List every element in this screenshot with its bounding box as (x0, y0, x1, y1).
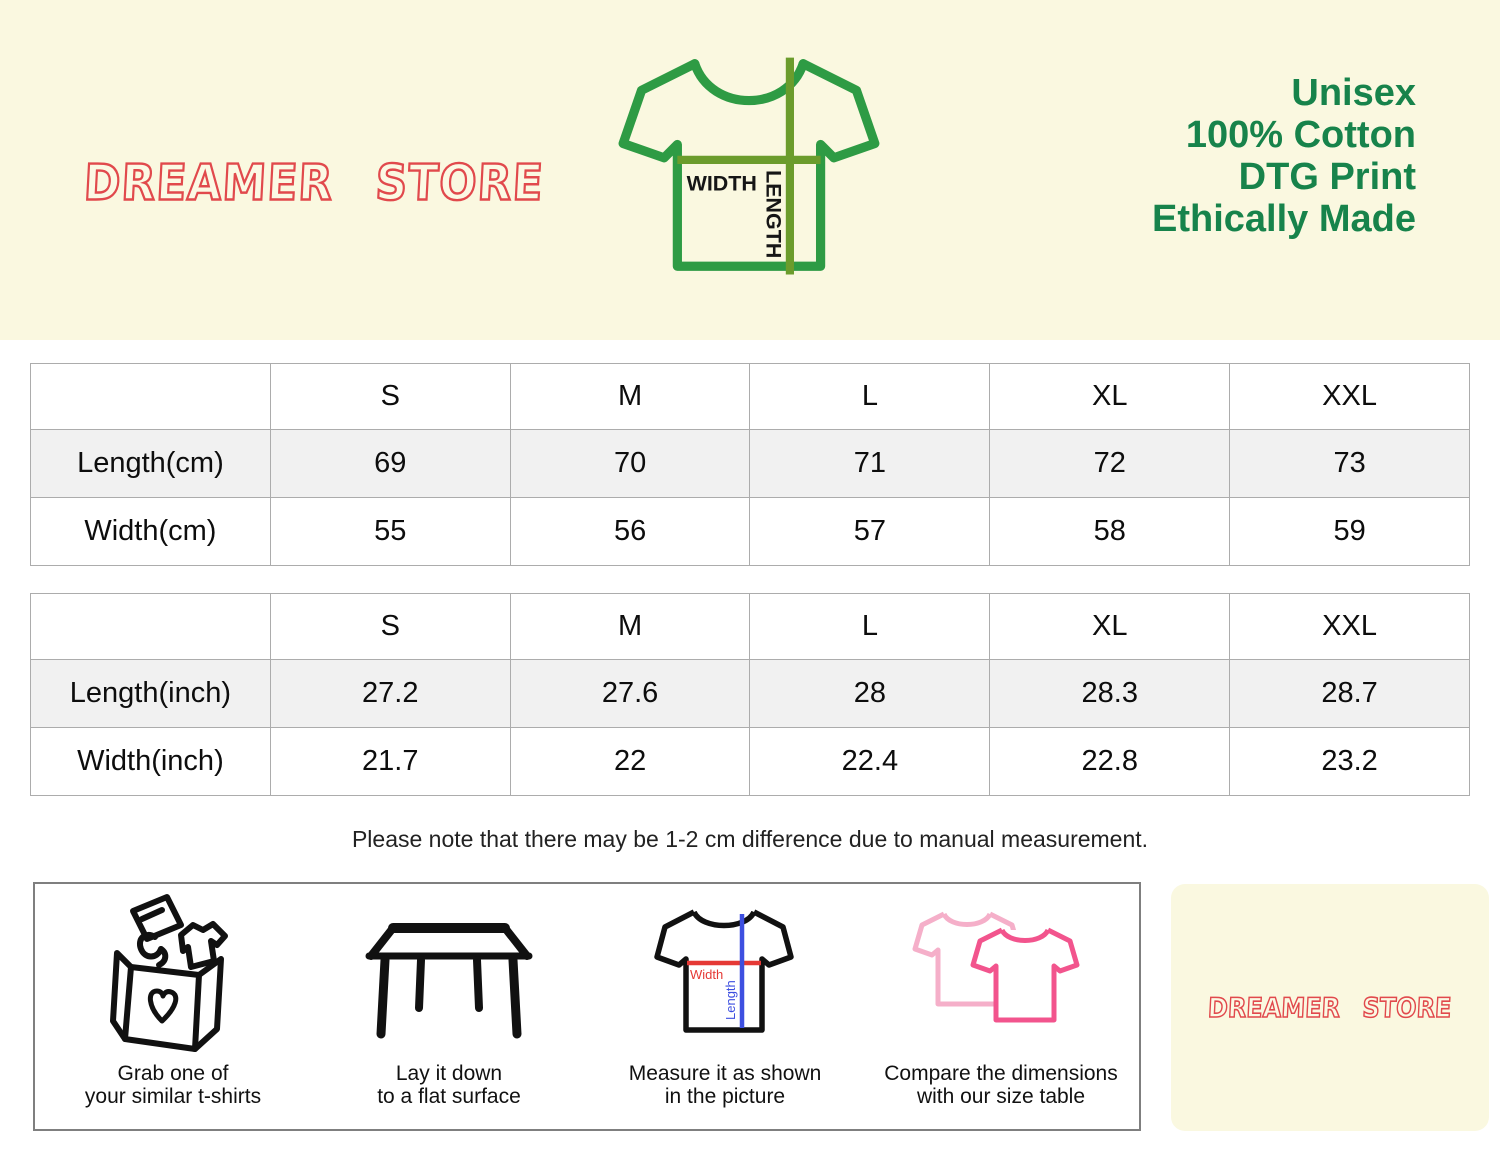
table-row (31, 660, 1470, 728)
table-header-cell: XL (990, 594, 1230, 660)
table-cell: 57 (750, 498, 990, 566)
table-cell: 69 (270, 430, 510, 498)
instructions-panel (33, 882, 1141, 1131)
table-row (31, 430, 1470, 498)
product-features (1152, 72, 1416, 240)
table-header-cell: L (750, 594, 990, 660)
table-header-cell: L (750, 364, 990, 430)
step-caption: Lay it down to a flat surface (377, 1062, 521, 1108)
table-row (31, 594, 1470, 660)
footer-logo-card (1171, 884, 1489, 1131)
tshirt-outline (623, 64, 875, 267)
feature-dtg: DTG Print (1238, 156, 1416, 198)
table-row (31, 498, 1470, 566)
store-logo: DREAMER STORE (82, 154, 546, 213)
measurement-note: Please note that there may be 1-2 cm difference due to manual measurement. (351, 826, 1149, 852)
table-cell: 22.4 (750, 728, 990, 796)
table-header-cell: S (270, 594, 510, 660)
instruction-step (311, 884, 587, 1129)
table-row-label: Width(inch) (31, 728, 271, 796)
tshirt-measure-diagram (617, 50, 883, 280)
size-table-inch (30, 593, 1470, 796)
table-cell: 27.6 (510, 660, 750, 728)
step-caption: Grab one of your similar t-shirts (84, 1062, 262, 1108)
table-cell: 23.2 (1230, 728, 1470, 796)
table-header-cell (31, 594, 271, 660)
box-of-tshirts-icon (93, 884, 253, 1062)
instruction-step (863, 884, 1139, 1129)
instruction-step (587, 884, 863, 1129)
table-cell: 27.2 (270, 660, 510, 728)
table-header-cell: XL (990, 364, 1230, 430)
table-cell: 21.7 (270, 728, 510, 796)
table-cell: 56 (510, 498, 750, 566)
feature-unisex: Unisex (1291, 72, 1416, 114)
table-cell: 22.8 (990, 728, 1230, 796)
table-row-label: Length(inch) (31, 660, 271, 728)
compare-tshirts-icon (906, 884, 1096, 1062)
table-header-cell: XXL (1230, 594, 1470, 660)
table-icon (359, 884, 539, 1062)
table-row-label: Length(cm) (31, 430, 271, 498)
feature-ethical: Ethically Made (1152, 198, 1416, 240)
table-header-cell: XXL (1230, 364, 1470, 430)
table-cell: 22 (510, 728, 750, 796)
table-cell: 58 (990, 498, 1230, 566)
table-row (31, 728, 1470, 796)
table-cell: 28.3 (990, 660, 1230, 728)
feature-cotton: 100% Cotton (1185, 114, 1416, 156)
length-measure-label: Length (723, 980, 738, 1020)
table-header-cell (31, 364, 271, 430)
table-header-cell: M (510, 364, 750, 430)
table-cell: 28.7 (1230, 660, 1470, 728)
table-cell: 70 (510, 430, 750, 498)
table-cell: 59 (1230, 498, 1470, 566)
table-cell: 28 (750, 660, 990, 728)
step-caption: Measure it as shown in the picture (628, 1062, 822, 1108)
table-row-label: Width(cm) (31, 498, 271, 566)
table-header-cell: S (270, 364, 510, 430)
table-cell: 55 (270, 498, 510, 566)
width-measure-label: Width (690, 967, 724, 982)
table-cell: 72 (990, 430, 1230, 498)
table-cell: 71 (750, 430, 990, 498)
table-row (31, 364, 1470, 430)
footer-store-logo: DREAMER STORE (1207, 991, 1453, 1024)
length-label: LENGTH (761, 170, 786, 259)
table-cell: 73 (1230, 430, 1470, 498)
instruction-step (35, 884, 311, 1129)
size-table-cm (30, 363, 1470, 566)
step-caption: Compare the dimensions with our size table (884, 1062, 1118, 1108)
measure-tshirt-icon (649, 884, 801, 1062)
top-banner (0, 0, 1500, 340)
width-label: WIDTH (686, 171, 757, 196)
table-header-cell: M (510, 594, 750, 660)
